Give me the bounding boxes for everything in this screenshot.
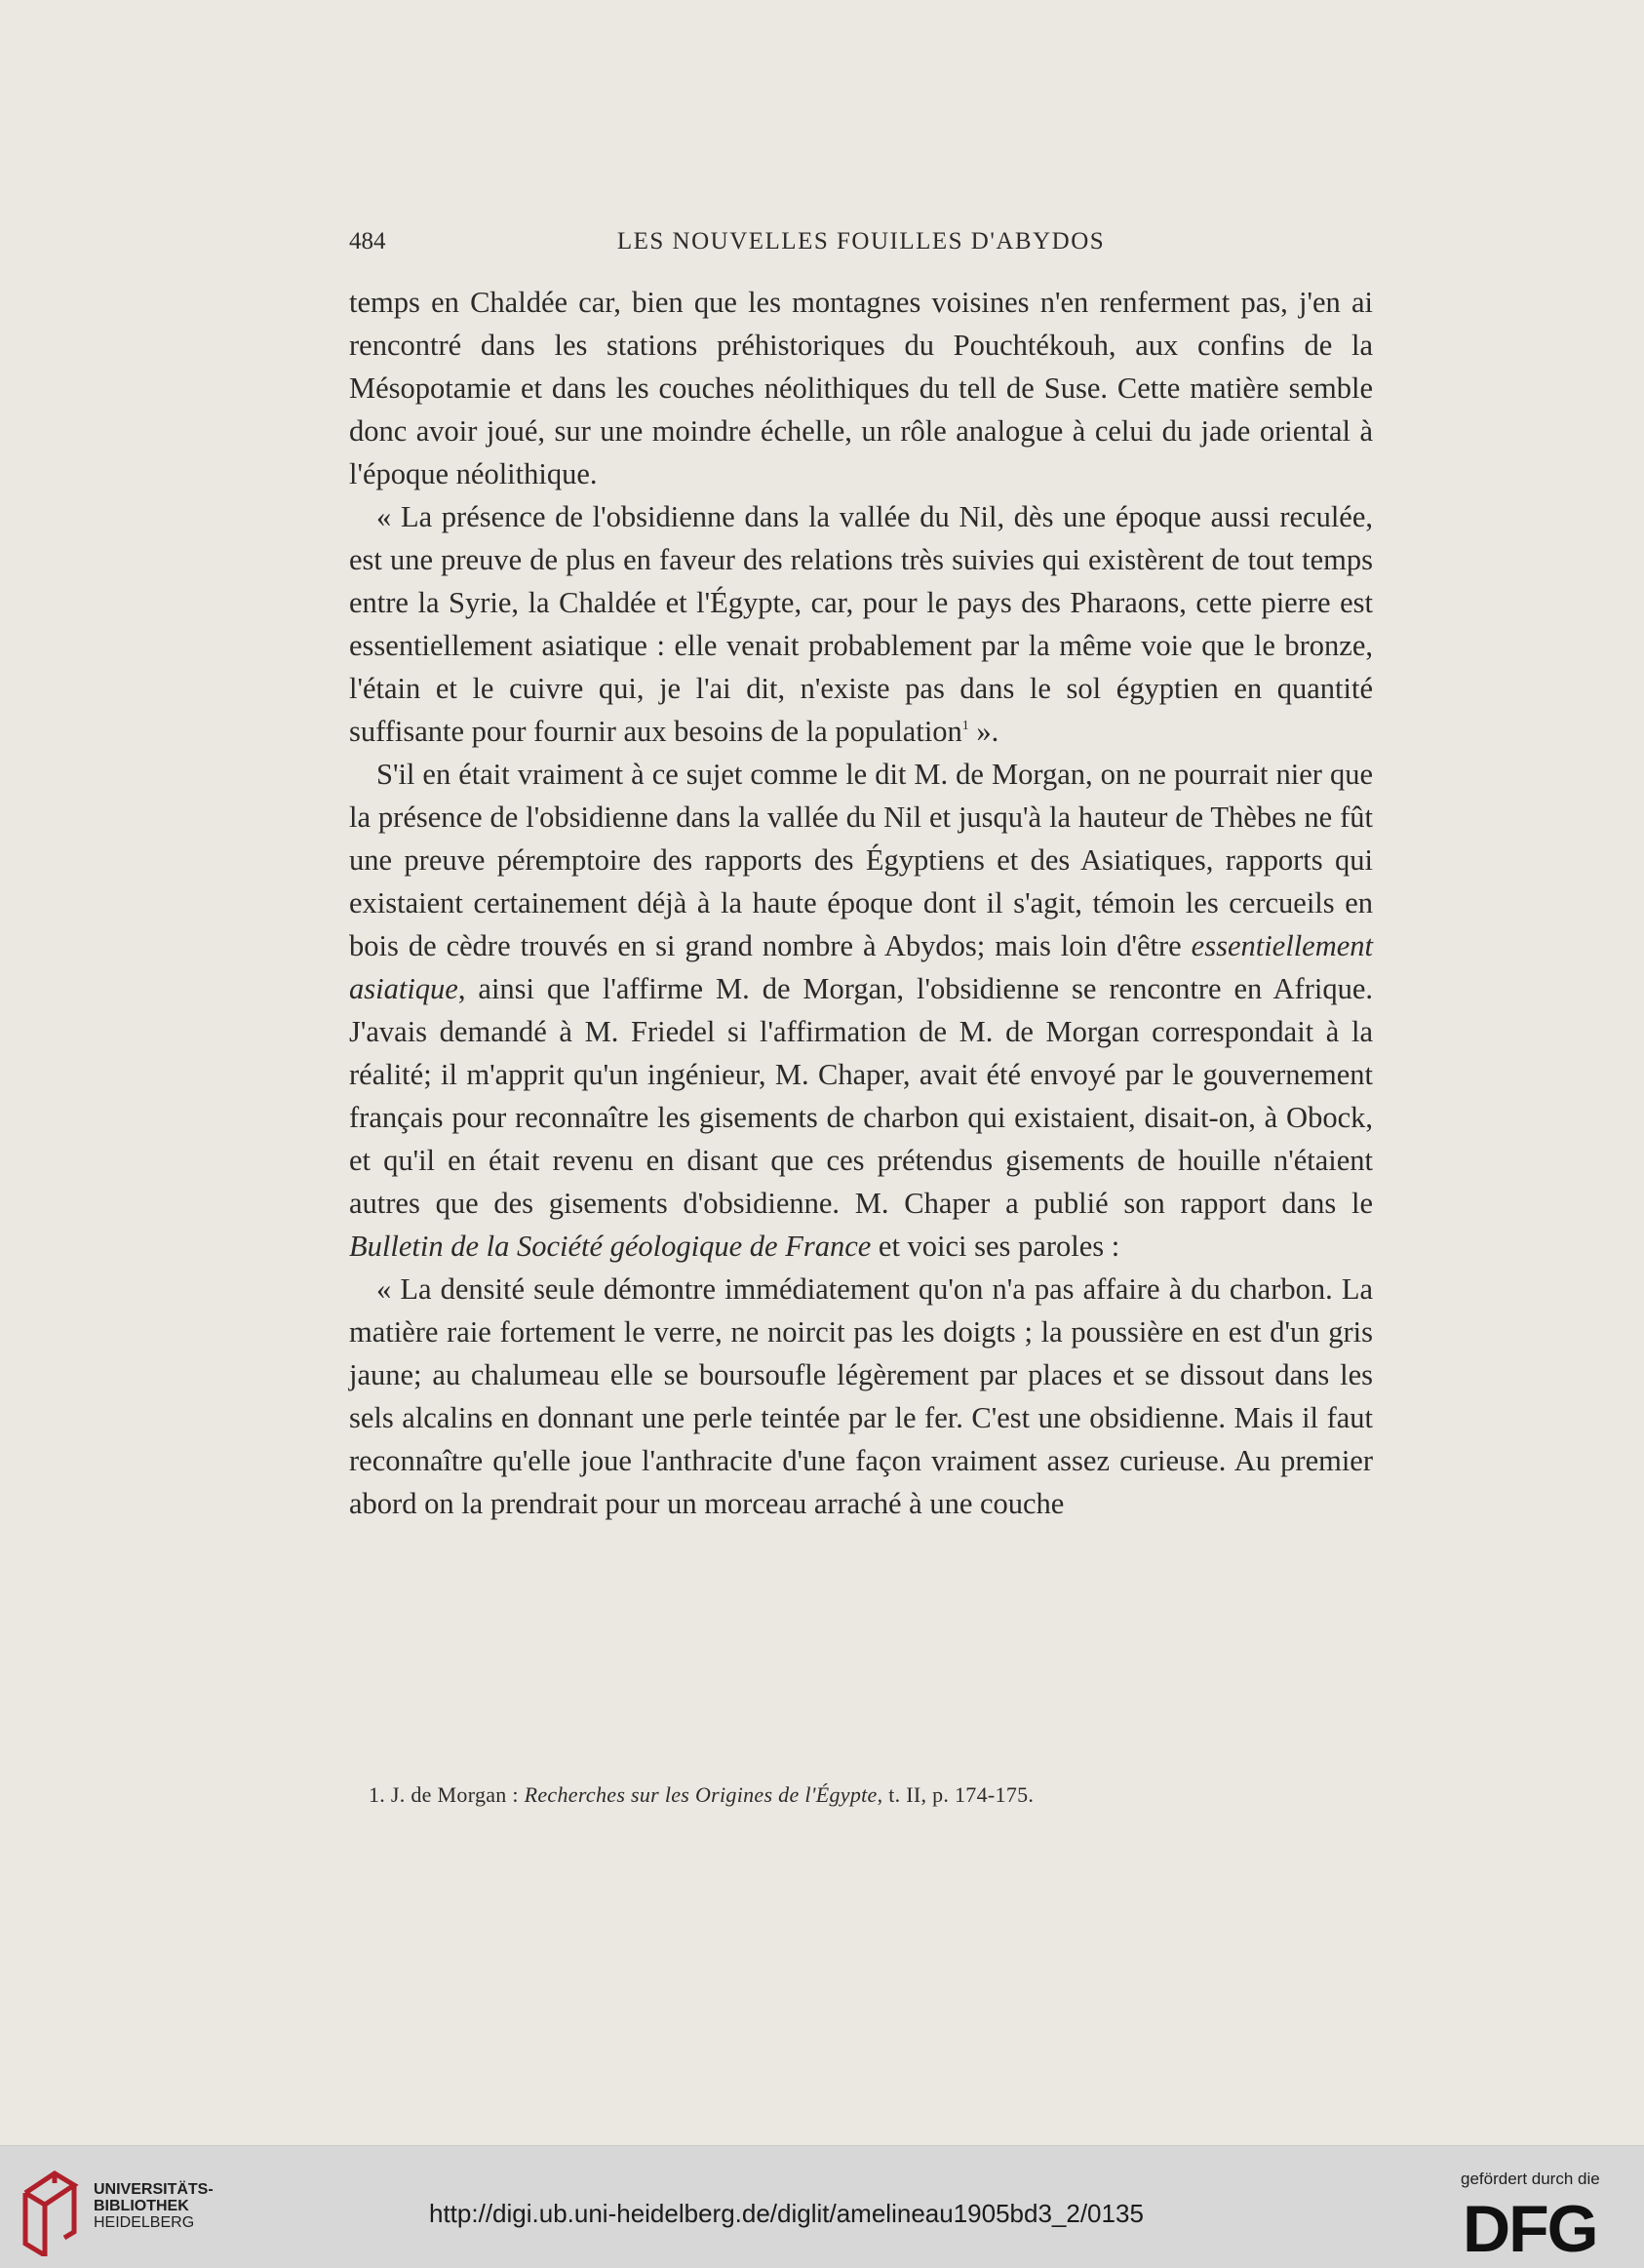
library-name-line1: UNIVERSITÄTS-	[94, 2181, 214, 2198]
quote-text: « La présence de l'obsidienne dans la vallée du Nil, dès une époque aussi reculée, est une preuve de plus en faveur des relations très suivies qui existèrent de tout temps entre la Syrie, la Chaldée et l'Égypte, car, pour le pays des Pharaons, cette pierre est essentiellement asiatique : elle venait probablement par la même voie que le bronze, l'étain et le cuivre qui, je l'ai dit, n'existe pas dans le sol égyptien en quantité suffisante pour fournir aux besoins de la population	[349, 500, 1373, 748]
library-name[interactable]	[94, 2181, 214, 2231]
library-name-line2: BIBLIOTHEK	[94, 2198, 189, 2214]
paragraph-quote-morgan	[349, 495, 1373, 753]
argument-text-a: S'il en était vraiment à ce sujet comme le dit M. de Morgan, on ne pourrait nier que la présence de l'obsidienne dans la vallée du Nil et jusqu'à la hauteur de Thèbes ne fût une preuve péremptoire des rapports des Égyptiens et des Asiatiques, rapports qui existaient certainement déjà à la haute époque dont il s'agit, témoin les cercueils en bois de cèdre trouvés en si grand nombre à Abydos; mais loin d'être	[349, 758, 1373, 962]
footnote	[369, 1780, 1373, 1810]
argument-text-c: et voici ses paroles :	[871, 1230, 1120, 1263]
viewer-footer	[0, 2145, 1644, 2268]
running-title: LES NOUVELLES FOUILLES D'ABYDOS	[616, 228, 1106, 254]
page-number: 484	[349, 228, 386, 254]
dfg-logo-icon[interactable]	[1463, 2197, 1621, 2257]
footnote-number: 1.	[369, 1782, 386, 1807]
paragraph-quote-chaper: « La densité seule démontre immédiatement qu'on n'a pas affaire à du charbon. La matière raie fortement le verre, ne noircit pas les doigts ; la poussière en est d'un gris jaune; au chalumeau elle se boursoufle légèrement par places et se dissout dans les sels alcalins en donnant une perle teintée par le fer. C'est une obsidienne. Mais il faut reconnaître qu'elle joue l'anthracite d'une façon vraiment assez curieuse. Au premier abord on la prendrait pour un morceau arraché à une couche	[349, 1272, 1373, 1520]
paragraph-continued: temps en Chaldée car, bien que les montagnes voisines n'en renferment pas, j'en ai rencontré dans les stations préhistoriques du Pouchtékouh, aux confins de la Mésopotamie et dans les couches néolithiques du tell de Suse. Cette matière semble donc avoir joué, sur une moindre échelle, un rôle analogue à celui du jade oriental à l'époque néolithique.	[349, 286, 1373, 490]
footnote-author: J. de Morgan :	[390, 1782, 525, 1807]
body-text	[349, 281, 1373, 1525]
footnote-ref[interactable]: 1	[961, 719, 969, 733]
sponsor-caption: gefördert durch die	[1461, 2170, 1600, 2188]
paragraph-argument	[349, 753, 1373, 1268]
footnote-title: Recherches sur les Origines de l'Égypte	[524, 1782, 878, 1807]
argument-text-b: , ainsi que l'affirme M. de Morgan, l'obsidienne se rencontre en Afrique. J'avais demandé à M. Friedel si l'affirmation de M. de Morgan correspondait à la réalité; il m'apprit qu'un ingénieur, M. Chaper, avait été envoyé par le gouvernement français pour reconnaître les gisements de charbon qui existaient, disait-on, à Obock, et qu'il en était revenu en disant que ces prétendus gisements de houille n'étaient autres que des gisements d'obsidienne. M. Chaper a publié son rapport dans le	[349, 972, 1373, 1220]
dfg-logo-text: DFG	[1463, 2197, 1597, 2257]
italic-journal-title: Bulletin de la Société géologique de France	[349, 1230, 872, 1263]
italic-phrase: essentiellement asiatique	[349, 929, 1373, 1005]
footnote-rest: , t. II, p. 174-175.	[877, 1782, 1035, 1807]
library-name-line3: HEIDELBERG	[94, 2214, 195, 2231]
quote-end: ».	[968, 715, 999, 748]
library-logo-icon[interactable]	[18, 2164, 86, 2256]
permalink-url[interactable]: http://digi.ub.uni-heidelberg.de/diglit/amelineau1905bd3_2/0135	[429, 2199, 1144, 2228]
running-head	[349, 228, 1373, 261]
